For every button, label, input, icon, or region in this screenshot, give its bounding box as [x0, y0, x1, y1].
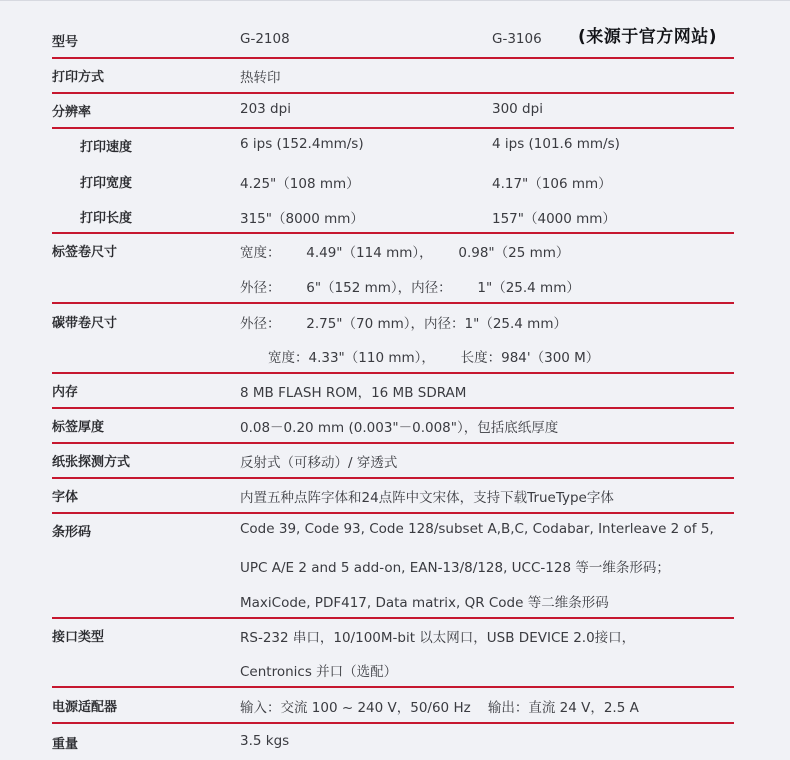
row-separator [52, 407, 734, 409]
spec-value: 热转印 [240, 70, 281, 86]
source-note: (来源于官方网站) [578, 27, 718, 47]
spec-value-line: 宽度：4.33"（110 mm）， 长度：984'（300 M） [268, 350, 600, 366]
spec-value-g2108: 203 dpi [240, 101, 291, 117]
row-separator [52, 57, 734, 59]
spec-value-g2108: 4.25"（108 mm） [240, 176, 360, 192]
spec-label: 电源适配器 [52, 700, 118, 715]
spec-value: 反射式（可移动）/ 穿透式 [240, 455, 398, 471]
spec-value-g3106: G-3106 [492, 31, 542, 47]
spec-value-line: Code 39, Code 93, Code 128/subset A,B,C, Codabar, Interleave 2 of 5, [240, 521, 714, 537]
row-separator [52, 372, 734, 374]
spec-value-line: UPC A/E 2 and 5 add-on, EAN-13/8/128, UCC-128 等一维条形码； [240, 560, 670, 576]
row-separator [52, 686, 734, 688]
row-separator [52, 92, 734, 94]
spec-label: 字体 [52, 490, 79, 505]
spec-value: 8 MB FLASH ROM，16 MB SDRAM [240, 385, 467, 401]
spec-table [52, 0, 734, 760]
spec-value: 3.5 kgs [240, 733, 290, 749]
row-separator [52, 442, 734, 444]
spec-label: 打印宽度 [80, 176, 133, 191]
spec-label: 打印速度 [80, 140, 133, 155]
spec-label: 内存 [52, 385, 79, 400]
row-separator [52, 127, 734, 129]
spec-value: 内置五种点阵字体和24点阵中文宋体，支持下载TrueType字体 [240, 490, 614, 506]
spec-value-g3106: 300 dpi [492, 101, 543, 117]
spec-value-line: RS-232 串口，10/100M-bit 以太网口，USB DEVICE 2.0接口， [240, 630, 636, 646]
spec-value-line: 外径： 2.75"（70 mm），内径：1"（25.4 mm） [240, 316, 567, 332]
spec-label: 打印方式 [52, 70, 105, 85]
spec-label: 重量 [52, 737, 79, 752]
spec-label: 接口类型 [52, 630, 105, 645]
spec-label: 碳带卷尺寸 [52, 316, 118, 331]
spec-value: 输入：交流 100 ~ 240 V，50/60 Hz 输出：直流 24 V，2.5 A [240, 700, 639, 716]
spec-label: 型号 [52, 35, 79, 50]
spec-value-g2108: G-2108 [240, 31, 290, 47]
row-separator [52, 617, 734, 619]
spec-value-line: MaxiCode, PDF417, Data matrix, QR Code 等二维条形码 [240, 595, 609, 611]
spec-value-g3106: 157"（4000 mm） [492, 211, 616, 227]
spec-label: 打印长度 [80, 211, 133, 226]
row-separator [52, 302, 734, 304]
spec-value-g3106: 4 ips (101.6 mm/s) [492, 136, 620, 152]
row-separator [52, 512, 734, 514]
spec-value-g2108: 6 ips (152.4mm/s) [240, 136, 364, 152]
spec-value-line: 外径： 6"（152 mm），内径： 1"（25.4 mm） [240, 280, 580, 296]
spec-label: 纸张探测方式 [52, 455, 131, 470]
spec-value-g2108: 315"（8000 mm） [240, 211, 364, 227]
spec-label: 条形码 [52, 525, 92, 540]
spec-label: 分辨率 [52, 105, 92, 120]
spec-label: 标签卷尺寸 [52, 245, 118, 260]
row-separator [52, 232, 734, 234]
row-separator [52, 477, 734, 479]
spec-value-line: 宽度： 4.49"（114 mm）， 0.98"（25 mm） [240, 245, 570, 261]
spec-label: 标签厚度 [52, 420, 105, 435]
spec-value: 0.08－0.20 mm (0.003"－0.008"），包括底纸厚度 [240, 420, 559, 436]
spec-value-g3106: 4.17"（106 mm） [492, 176, 612, 192]
spec-value-line: Centronics 并口（选配） [240, 664, 398, 680]
row-separator [52, 722, 734, 724]
